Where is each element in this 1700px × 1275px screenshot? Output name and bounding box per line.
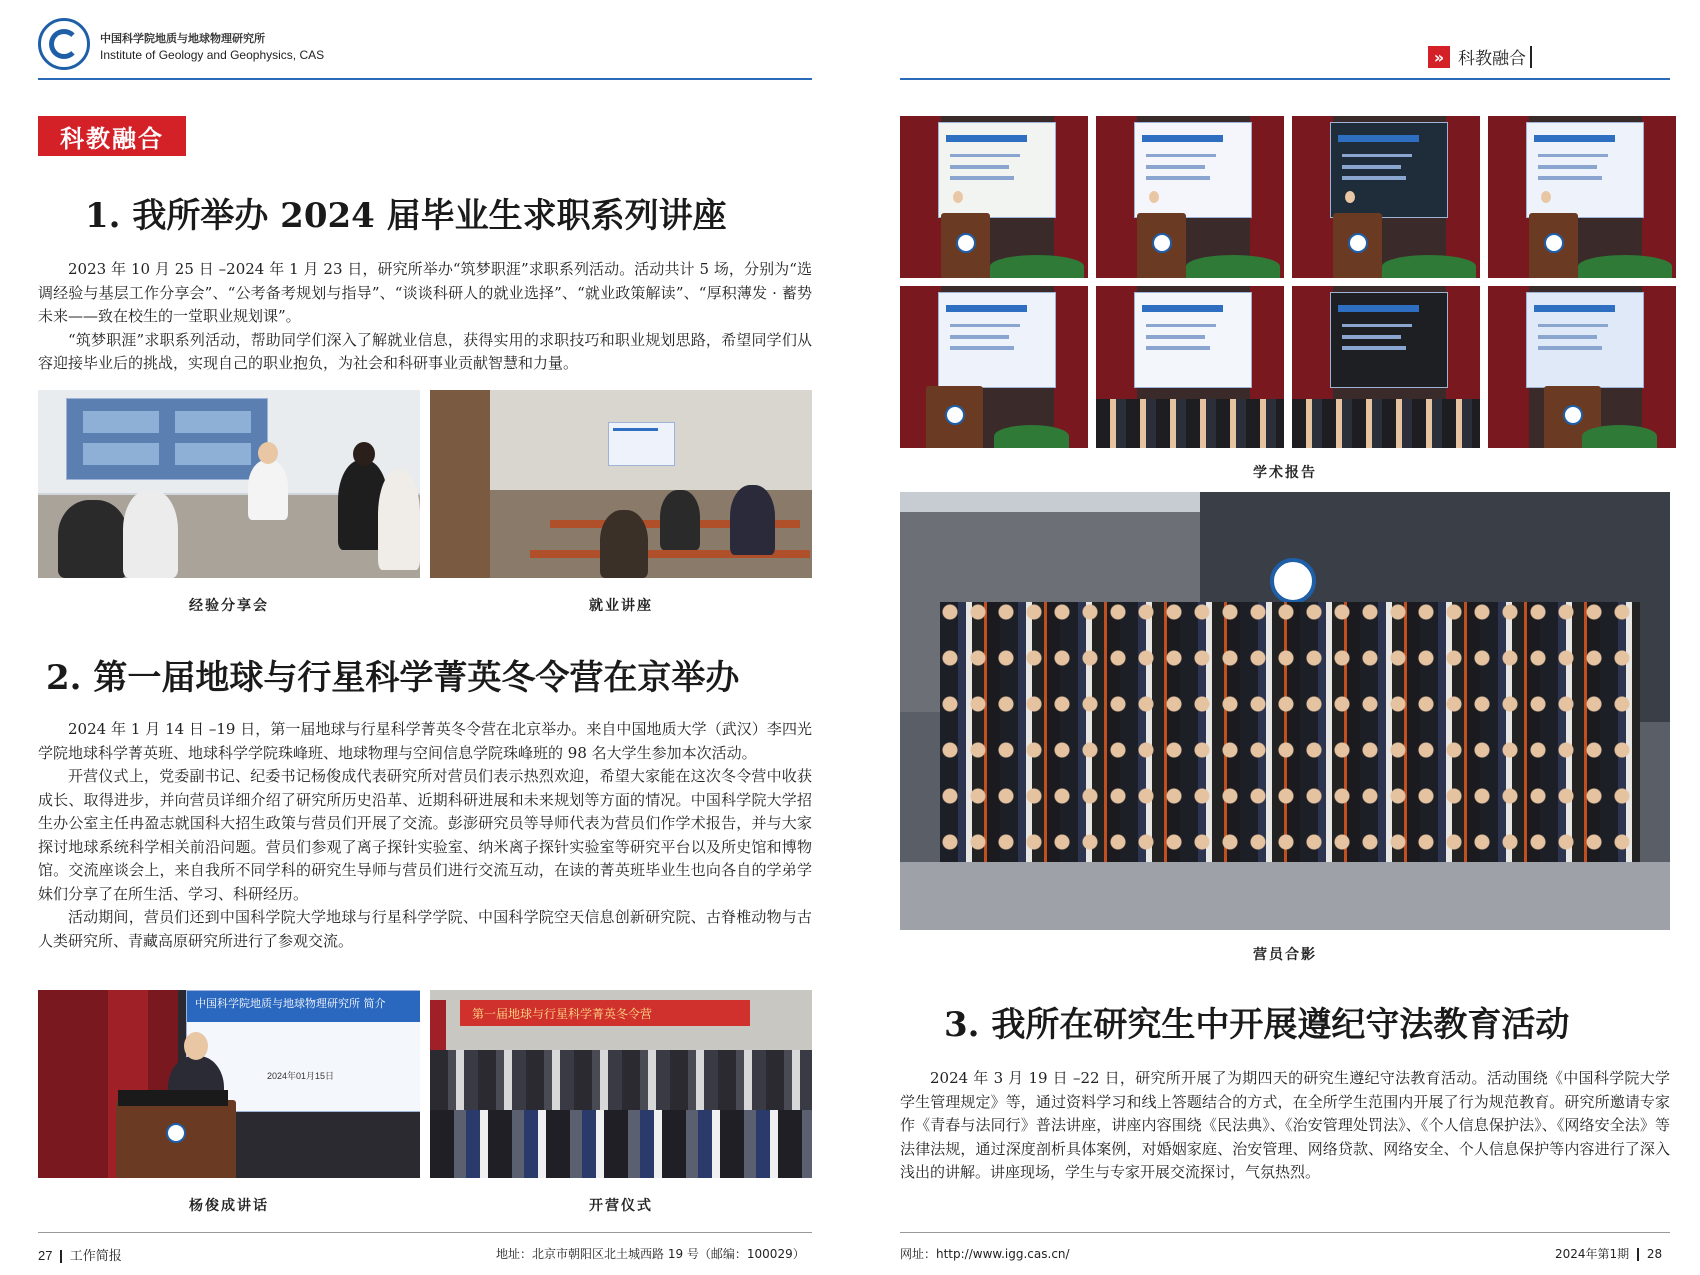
report-photo <box>900 286 1088 448</box>
footer-left <box>38 1245 122 1264</box>
photo-opening-ceremony <box>430 990 812 1178</box>
issue-label: 2024年第1期 <box>1555 1247 1630 1261</box>
report-photo <box>1488 286 1676 448</box>
article1-paragraph: “筑梦职涯”求职系列活动，帮助同学们深入了解就业信息，获得实用的求职技巧和职业规划思路，希望同学们从容迎接毕业后的挑战，实现自己的职业抱负，为社会和科研事业贡献智慧和力量。 <box>38 330 812 372</box>
institute-name-en: Institute of Geology and Geophysics, CAS <box>100 48 325 62</box>
header-rule <box>38 78 812 80</box>
report-photo <box>1096 116 1284 278</box>
article3-title: 3. 我所在研究生中开展遵纪守法教育活动 <box>944 1005 1570 1045</box>
caption-academic-report: 学术报告 <box>1253 465 1317 481</box>
article2-paragraph: 开营仪式上，党委副书记、纪委书记杨俊成代表研究所对营员们表示热烈欢迎，希望大家能在这次冬令营中收获成长、取得进步，并向营员详细介绍了研究所历史沿革、近期科研进展和未来规划等方面的情况。中国科学院大学招生办公室主任冉盈志就国科大招生政策与营员们开展了交流。彭澎研究员等导师代表为营员们作学术报告，并与大家探讨地球系统科学相关前沿问题。营员们参观了离子探针实验室、纳米离子探针实验室等研究平台以及所史馆和博物馆。交流座谈会上，来自我所不同学科的研究生导师与营员们进行交流互动，在读的菁英班毕业生也向各自的学弟学妹们分享了在所生活、学习、科研经历。 <box>38 767 812 903</box>
report-photo <box>1096 286 1284 448</box>
article2-title: 2. 第一届地球与行星科学菁英冬令营在京举办 <box>46 658 740 698</box>
article2-paragraph: 活动期间，营员们还到中国科学院大学地球与行星科学学院、中国科学院空天信息创新研究院、古脊椎动物与古人类研究所、青藏高原研究所进行了参观交流。 <box>38 908 812 950</box>
section-name-right: 科教融合 <box>1458 49 1526 69</box>
footer-right <box>1555 1245 1662 1262</box>
header-rule-right <box>900 78 1670 80</box>
institute-logo-icon <box>38 18 90 70</box>
footer-rule <box>38 1232 812 1233</box>
photo-employment-lecture <box>430 390 812 578</box>
report-photo <box>900 116 1088 278</box>
slide-date: 2024年01月15日 <box>267 1071 335 1081</box>
article3-paragraph: 2024 年 3 月 19 日 –22 日，研究所开展了为期四天的研究生遵纪守法教育活动。活动围绕《中国科学院大学学生管理规定》等，通过资料学习和线上答题结合的方式，在全所学生范围内开展了行为规范教育。研究所邀请专家作《青春与法同行》普法讲座，讲座内容围绕《民法典》、《治安管理处罚法》、《个人信息保护法》、《网络安全法》等法律法规，通过深度剖析具体案例，对婚姻家庭、治安管理、网络贷款、网络安全、个人信息保护等内容进行了深入浅出的讲解。讲座现场，学生与专家开展交流探讨，气氛热烈。 <box>900 1069 1670 1181</box>
caption-employment-lecture: 就业讲座 <box>589 598 653 614</box>
article2-paragraph: 2024 年 1 月 14 日 –19 日，第一届地球与行星科学菁英冬令营在北京举办。来自中国地质大学（武汉）李四光学院地球科学菁英班、地球科学学院珠峰班、地球物理与空间信息学院珠峰班的 98 名大学生参加本次活动。 <box>38 720 812 762</box>
section-badge: 科教融合 <box>38 116 186 156</box>
article1-body <box>38 258 812 376</box>
institute-emblem-icon <box>1270 558 1316 604</box>
caption-opening-ceremony: 开营仪式 <box>589 1198 653 1214</box>
footer-website: 网址：http://www.igg.cas.cn/ <box>900 1247 1070 1261</box>
page-number-right: 28 <box>1646 1247 1663 1261</box>
caption-group-photo: 营员合影 <box>1253 947 1317 963</box>
caption-speech: 杨俊成讲话 <box>189 1198 269 1214</box>
report-photo <box>1292 116 1480 278</box>
footer-rule-right <box>900 1232 1670 1233</box>
photo-group <box>900 492 1670 930</box>
article2-body <box>38 718 812 953</box>
article1-paragraph: 2023 年 10 月 25 日 –2024 年 1 月 23 日，研究所举办“筑梦职涯”求职系列活动。活动共计 5 场，分别为“选调经验与基层工作分享会”、“公考备考规划与指导”、“谈谈科研人的就业选择”、“就业政策解读”、“厚积薄发 · 蓄势未来——致在校生的一堂职业规划课”。 <box>38 260 812 325</box>
report-photo <box>1292 286 1480 448</box>
article1-title: 1. 我所举办 2024 届毕业生求职系列讲座 <box>85 196 727 236</box>
publication-name: 工作简报 <box>69 1248 122 1263</box>
report-photo <box>1488 116 1676 278</box>
section-arrow-icon: » <box>1428 46 1450 68</box>
caption-experience-sharing: 经验分享会 <box>189 598 269 614</box>
photo-experience-sharing <box>38 390 420 578</box>
header-divider <box>1530 46 1532 68</box>
photo-speech <box>38 990 420 1178</box>
slide-title: 中国科学院地质与地球物理研究所 简介 <box>195 997 386 1010</box>
institute-name-cn: 中国科学院地质与地球物理研究所 <box>100 32 265 45</box>
page-number-left: 27 <box>38 1248 53 1263</box>
footer-address: 地址：北京市朝阳区北土城西路 19 号（邮编：100029） <box>496 1247 805 1261</box>
article3-body <box>900 1067 1670 1185</box>
banner-text: 第一届地球与行星科学菁英冬令营 <box>472 1007 653 1021</box>
